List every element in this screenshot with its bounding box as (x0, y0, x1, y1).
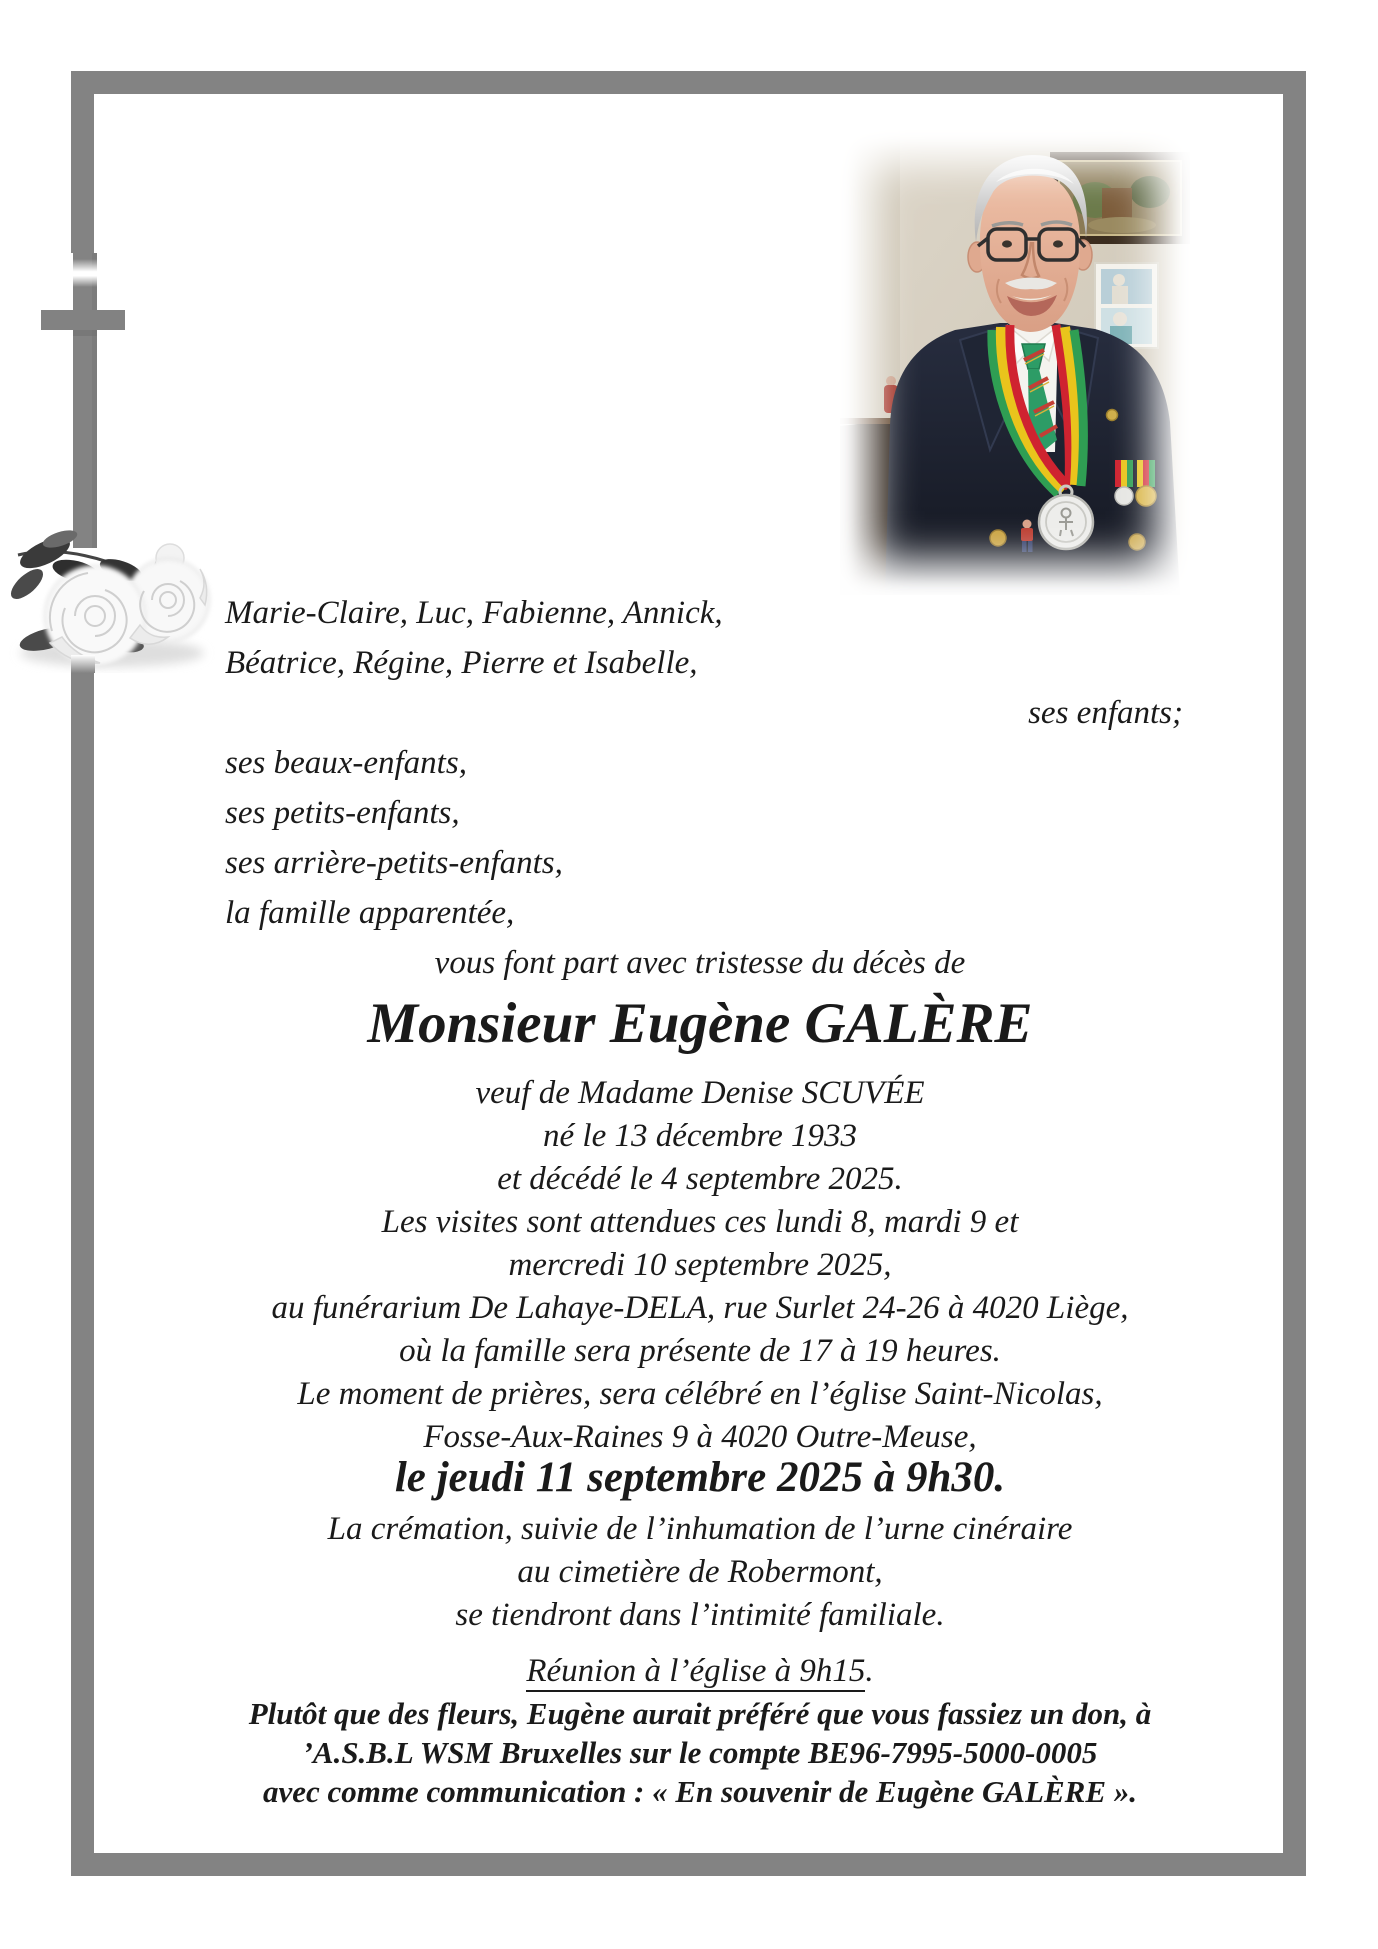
family-line: ses beaux-enfants, (225, 745, 467, 781)
cremation-line: se tiendront dans l’intimité familiale. (455, 1597, 945, 1633)
family-line: Marie-Claire, Luc, Fabienne, Annick, (225, 595, 723, 631)
cross-and-roses-panel (0, 253, 216, 673)
family-line: ses arrière-petits-enfants, (225, 845, 563, 881)
reunion-period: . (865, 1653, 874, 1689)
detail-line: né le 13 décembre 1933 (543, 1118, 857, 1154)
portrait-illustration (840, 130, 1190, 595)
family-line-ses-enfants: ses enfants; (1028, 695, 1183, 731)
eye (1053, 240, 1063, 247)
detail-line: et décédé le 4 septembre 2025. (497, 1161, 903, 1197)
cross-icon (41, 253, 125, 548)
detail-line: veuf de Madame Denise SCUVÉE (475, 1075, 925, 1111)
ceremony-date-line: le jeudi 11 septembre 2025 à 9h30. (394, 1454, 1006, 1501)
portrait-photo (840, 130, 1190, 595)
deceased-name: Monsieur Eugène GALÈRE (367, 992, 1033, 1055)
cremation-line: au cimetière de Robermont, (517, 1554, 883, 1590)
border-fade (71, 655, 95, 673)
family-line: Béatrice, Régine, Pierre et Isabelle, (225, 645, 698, 681)
intro-line: vous font part avec tristesse du décès de (434, 945, 966, 981)
jacket-button (990, 530, 1006, 546)
cross-and-roses-icon (0, 253, 216, 673)
detail-line: Fosse-Aux-Raines 9 à 4020 Outre-Meuse, (423, 1419, 977, 1455)
donation-lines (94, 1694, 1306, 1811)
detail-line: Les visites sont attendues ces lundi 8, mardi 9 et (381, 1204, 1019, 1240)
family-line: la famille apparentée, (225, 895, 515, 931)
reunion-underlined-text: Réunion à l’église à 9h15 (526, 1653, 865, 1692)
announcement-details (94, 1072, 1306, 1459)
cremation-lines (94, 1508, 1306, 1637)
donation-line: ’A.S.B.L WSM Bruxelles sur le compte BE96-7995-5000-0005 (302, 1735, 1098, 1770)
jacket-button (1129, 534, 1145, 550)
family-line: ses petits-enfants, (225, 795, 460, 831)
cremation-line: La crémation, suivie de l’inhumation de l’urne cinéraire (327, 1511, 1073, 1547)
donation-line: Plutôt que des fleurs, Eugène aurait préféré que vous fassiez un don, à (248, 1696, 1152, 1731)
detail-line: où la famille sera présente de 17 à 19 heures. (399, 1333, 1001, 1369)
lapel-pin-icon (1107, 410, 1118, 421)
detail-line: au funérarium De Lahaye-DELA, rue Surlet 24-26 à 4020 Liège, (271, 1290, 1129, 1326)
eye (1002, 240, 1012, 247)
donation-line: avec comme communication : « En souvenir de Eugène GALÈRE ». (262, 1774, 1138, 1809)
detail-line: Le moment de prières, sera célébré en l’église Saint-Nicolas, (297, 1376, 1103, 1412)
family-lines (225, 588, 1183, 938)
reunion-line (94, 1650, 1306, 1692)
detail-line: mercredi 10 septembre 2025, (508, 1247, 892, 1283)
